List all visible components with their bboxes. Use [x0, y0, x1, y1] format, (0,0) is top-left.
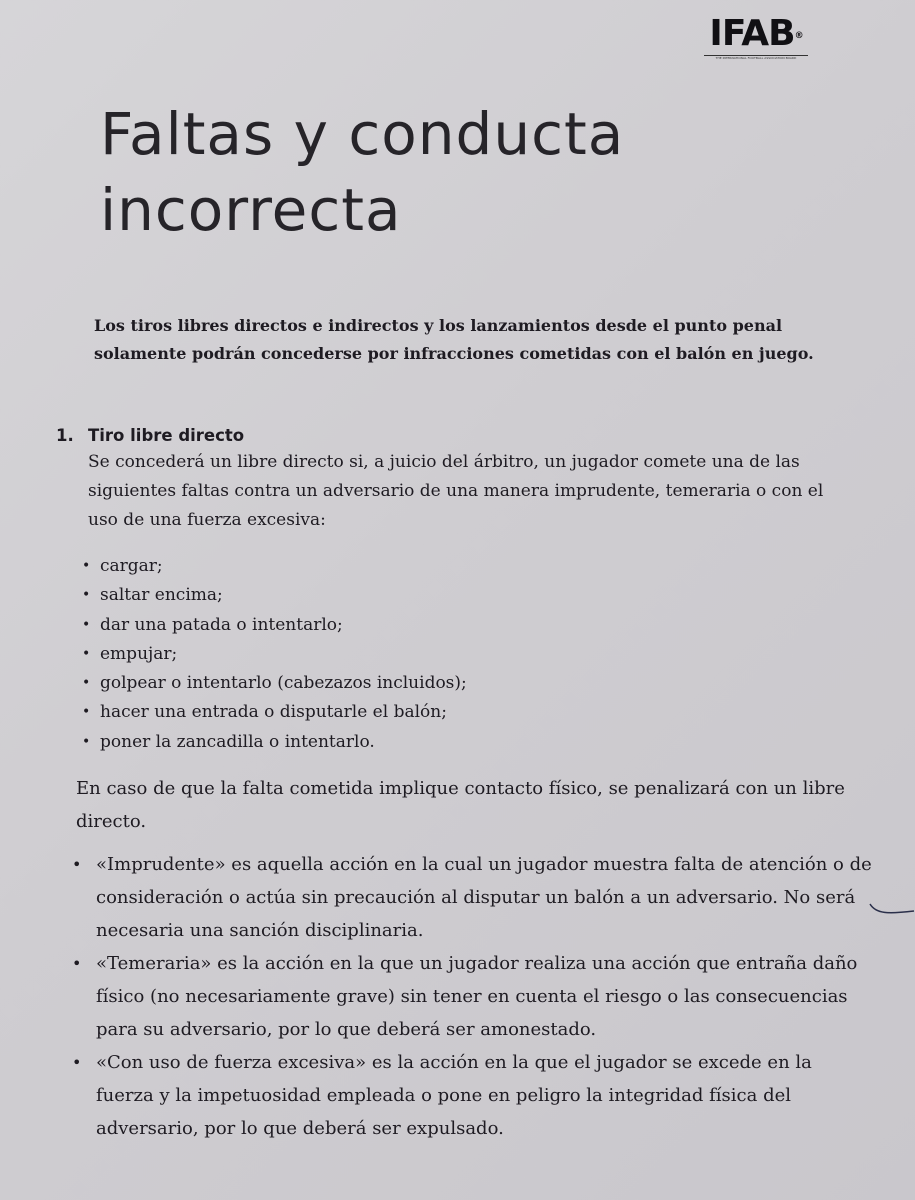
bullet-icon: • — [82, 616, 91, 633]
ifab-logo — [700, 14, 812, 61]
intro-paragraph: Los tiros libres directos e indirectos y los lanzamientos desde el punto penal solamente podrán concederse por infracciones cometidas con el balón en juego. — [94, 316, 814, 363]
pen-underline-mark — [868, 900, 915, 916]
bullet-icon: • — [82, 645, 91, 662]
list-item: • dar una patada o intentarlo; — [80, 611, 467, 640]
list-item: • poner la zancadilla o intentarlo. — [80, 728, 467, 757]
bullet-icon: • — [72, 855, 82, 874]
logo-wordmark: IFAB® — [709, 13, 803, 54]
list-item: • hacer una entrada o disputarle el balón; — [80, 698, 467, 727]
bullet-icon: • — [82, 558, 91, 574]
section-heading — [56, 424, 244, 448]
list-item: • saltar encima; — [80, 581, 467, 610]
bullet-icon: • — [82, 704, 91, 721]
definitions-list — [70, 848, 875, 1145]
definition-item: • «Temeraria» es la acción en la que un jugador realiza una acción que entraña daño físico (no necesariamente grave) sin tener en cuenta el riesgo o las consecuencias para su adversario, por lo que deberá ser amonestado. — [70, 947, 875, 1046]
bullet-icon: • — [72, 1053, 82, 1072]
bullet-icon: • — [82, 733, 91, 750]
definition-item: • «Con uso de fuerza excesiva» es la acción en la que el jugador se excede en la fuerza y la impetuosidad empleada o pone en peligro la integridad física del adversario, por lo que deberá ser expulsado. — [70, 1046, 875, 1145]
page-title: Faltas y conducta incorrecta — [100, 100, 625, 244]
fouls-list — [80, 552, 467, 757]
section-body: Se concederá un libre directo si, a juicio del árbitro, un jugador comete una de las siguientes faltas contra un adversario de una manera imprudente, temeraria o con el uso de una fuerza excesiva: — [88, 452, 824, 530]
list-item: • golpear o intentarlo (cabezazos incluidos); — [80, 669, 467, 698]
list-item: • cargar; — [80, 552, 467, 581]
bullet-icon: • — [82, 675, 91, 692]
section-title: Tiro libre directo — [88, 426, 245, 445]
logo-tagline: THE INTERNATIONAL FOOTBALL ASSOCIATION BOARD — [704, 55, 808, 61]
definition-item: • «Imprudente» es aquella acción en la cual un jugador muestra falta de atención o de consideración o actúa sin precaución al disputar un balón a un adversario. No será necesaria una sanción disciplinaria. — [70, 848, 875, 947]
contact-note: En caso de que la falta cometida implique contacto físico, se penalizará con un libre directo. — [76, 778, 845, 832]
registered-mark: ® — [794, 31, 803, 41]
bullet-icon: • — [72, 954, 82, 973]
list-item: • empujar; — [80, 640, 467, 669]
bullet-icon: • — [82, 587, 91, 604]
section-number: 1. — [56, 426, 74, 445]
